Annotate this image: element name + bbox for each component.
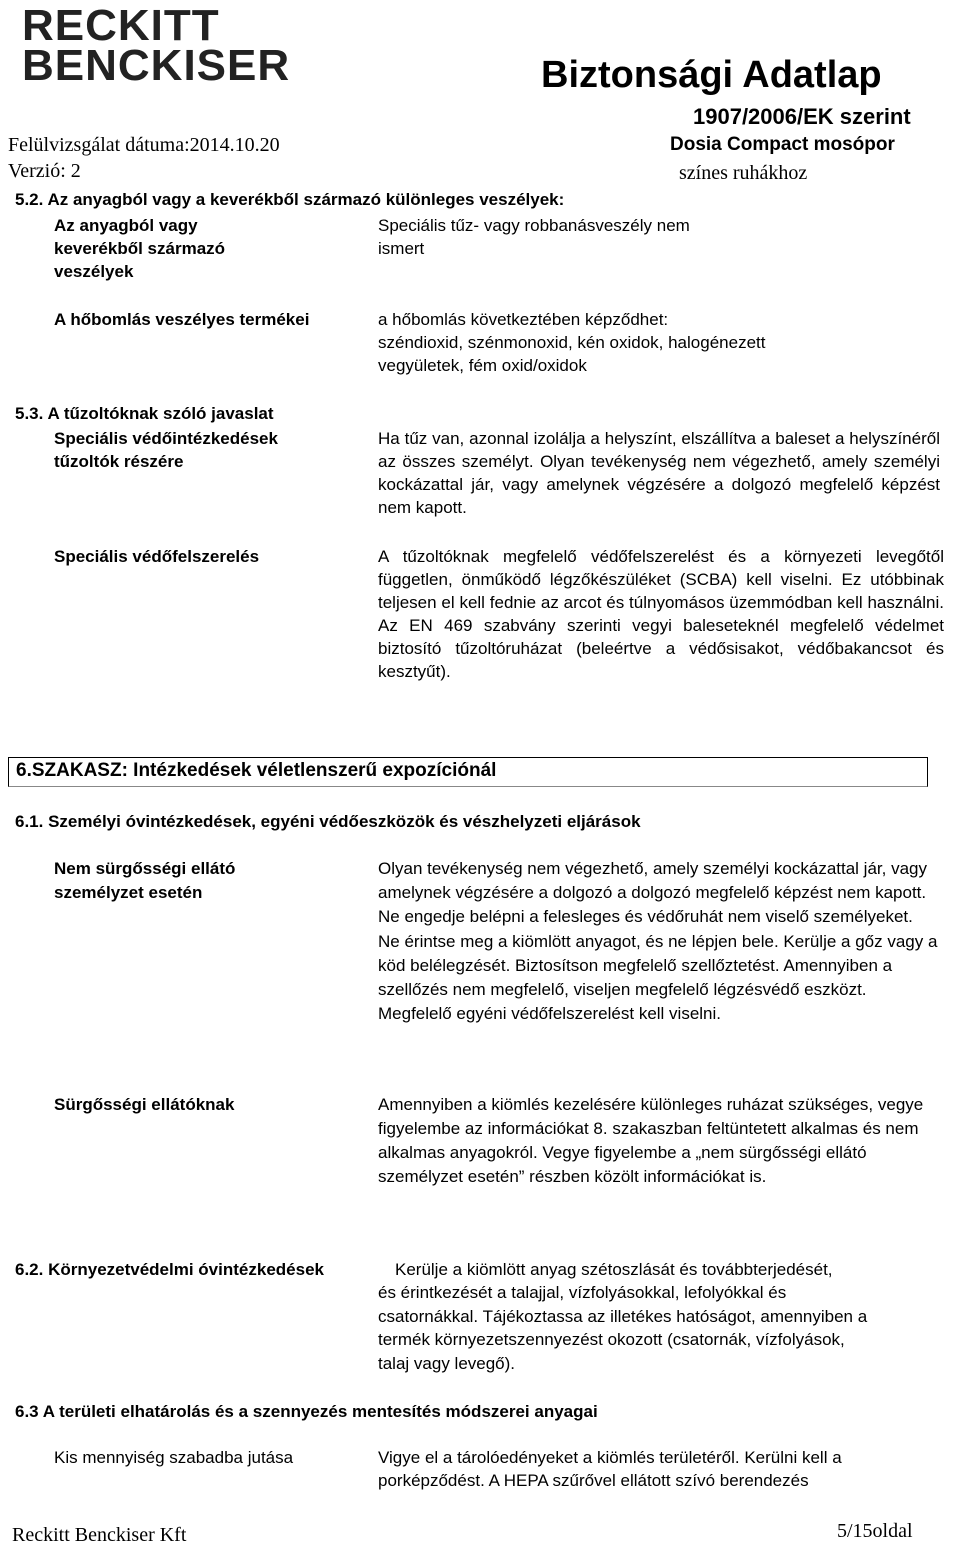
product-name: Dosia Compact mosópor [670, 134, 895, 155]
section-5-2-heading: 5.2. Az anyagból vagy a keverékből származó különleges veszélyek: [15, 190, 565, 209]
value-environment-1: Kerülje a kiömlött anyag szétoszlását és továbbterjedését, [395, 1260, 833, 1279]
value-hazards-1: Speciális tűz- vagy robbanásveszély nem [378, 216, 690, 235]
value-decomposition-3: vegyületek, fém oxid/oxidok [378, 356, 587, 375]
revision-date: Felülvizsgálat dátuma:2014.10.20 [8, 134, 280, 156]
label-decomposition: A hőbomlás veszélyes termékei [54, 310, 310, 329]
section-6-3-heading: 6.3 A területi elhatárolás és a szennyezés mentesítés módszerei anyagai [15, 1402, 598, 1421]
value-environment-rest: és érintkezését a talajjal, vízfolyásokkal, lefolyókkal és csatornákkal. Tájékoztassa az illetékes hatóságot, amennyiben a termék környezetszennyezést okozott (csatornák, vízfolyások, talaj vagy levegő). [378, 1283, 868, 1373]
section-6-1-heading: 6.1. Személyi óvintézkedések, egyéni védőeszközök és vészhelyzeti eljárások [15, 812, 641, 831]
value-decomposition-1: a hőbomlás következtében képződhet: [378, 310, 669, 329]
label-emergency-responders: Sürgősségi ellátóknak [54, 1095, 235, 1114]
section-6-header-box [8, 757, 928, 787]
footer-company: Reckitt Benckiser Kft [12, 1524, 187, 1546]
label-hazards-1: Az anyagból vagy [54, 216, 198, 235]
label-special-measures-2: tűzoltók részére [54, 452, 184, 471]
section-5-3-heading: 5.3. A tűzoltóknak szóló javaslat [15, 404, 274, 423]
value-special-measures: Ha tűz van, azonnal izolálja a helyszínt, elszállítva a baleset a helyszínéről az összes személyt. Olyan tevékenység nem végezhető, amely személyi kockázattal jár, vagy amelynek végzésére a dolgozó megfelelő képzést nem kapott. [378, 429, 940, 517]
label-non-emergency-1: Nem sürgősségi ellátó [54, 859, 236, 878]
label-hazards-2: keverékből származó [54, 239, 226, 258]
section-6-heading: 6.SZAKASZ: Intézkedések véletlenszerű expozíciónál [16, 760, 497, 781]
value-hazards-2: ismert [378, 239, 425, 258]
value-emergency-responders: Amennyiben a kiömlés kezelésére különleges ruházat szükséges, vegye figyelembe az információkat 8. szakaszban feltüntetett alkalmas és nem alkalmas anyagokról. Vegye figyelembe a „nem sürgősségi ellátó személyzet esetén” részben közölt információkat is. [378, 1095, 924, 1186]
logo-line-2: BENCKISER [22, 41, 291, 90]
version-label: Verzió: 2 [8, 160, 81, 182]
value-protective-equipment: A tűzoltóknak megfelelő védőfelszerelést és a környezeti levegőtől független, önműködő légzőkészüléket (SCBA) kell viselni. Ez utóbbinak teljesen el kell fednie az arcot és túlnyomásos üzemmódban kell használni. Az EN 469 szabvány szerinti vegyi baleseteknél megfelelő védelmet biztosító tűzoltóruházat (beleértve a védősisakot, védőbakancsot és kesztyűt). [378, 547, 944, 681]
regulation-label: 1907/2006/EK szerint [693, 104, 911, 129]
value-non-emergency: Olyan tevékenység nem végezhető, amely személyi kockázattal jár, vagy amelynek végzésére a dolgozó a dolgozó megfelelő képzést nem kapott. Ne engedje belépni a felesleges és védőruhát nem viselő személyeket. Ne érintse meg a kiömlött anyagot, és ne lépjen bele. Kerülje a gőz vagy a köd belélegzését. Biztosítson megfelelő szellőztetést. Amennyiben a szellőzés nem megfelelő, viseljen megfelelő légzésvédő eszközt. Megfelelő egyéni védőfelszerelést kell viselni. [378, 859, 938, 1024]
label-special-measures-1: Speciális védőintézkedések [54, 429, 278, 448]
label-non-emergency-2: személyzet esetén [54, 883, 203, 902]
label-protective-equipment: Speciális védőfelszerelés [54, 547, 260, 566]
company-logo [22, 1, 291, 90]
logo-line-1: RECKITT [22, 1, 220, 50]
value-small-spill: Vigye el a tárolóedényeket a kiömlés területéről. Kerülni kell a porképződést. A HEPA szűrővel ellátott szívó berendezés [378, 1448, 842, 1490]
value-decomposition-2: széndioxid, szénmonoxid, kén oxidok, halogénezett [378, 333, 766, 352]
section-6-2-heading: 6.2. Környezetvédelmi óvintézkedések [15, 1260, 324, 1279]
document-title: Biztonsági Adatlap [541, 54, 882, 96]
product-variant: színes ruhákhoz [679, 162, 808, 184]
footer-page-number: 5/15oldal [837, 1520, 913, 1542]
label-hazards-3: veszélyek [54, 262, 134, 281]
label-small-spill: Kis mennyiség szabadba jutása [54, 1448, 294, 1467]
